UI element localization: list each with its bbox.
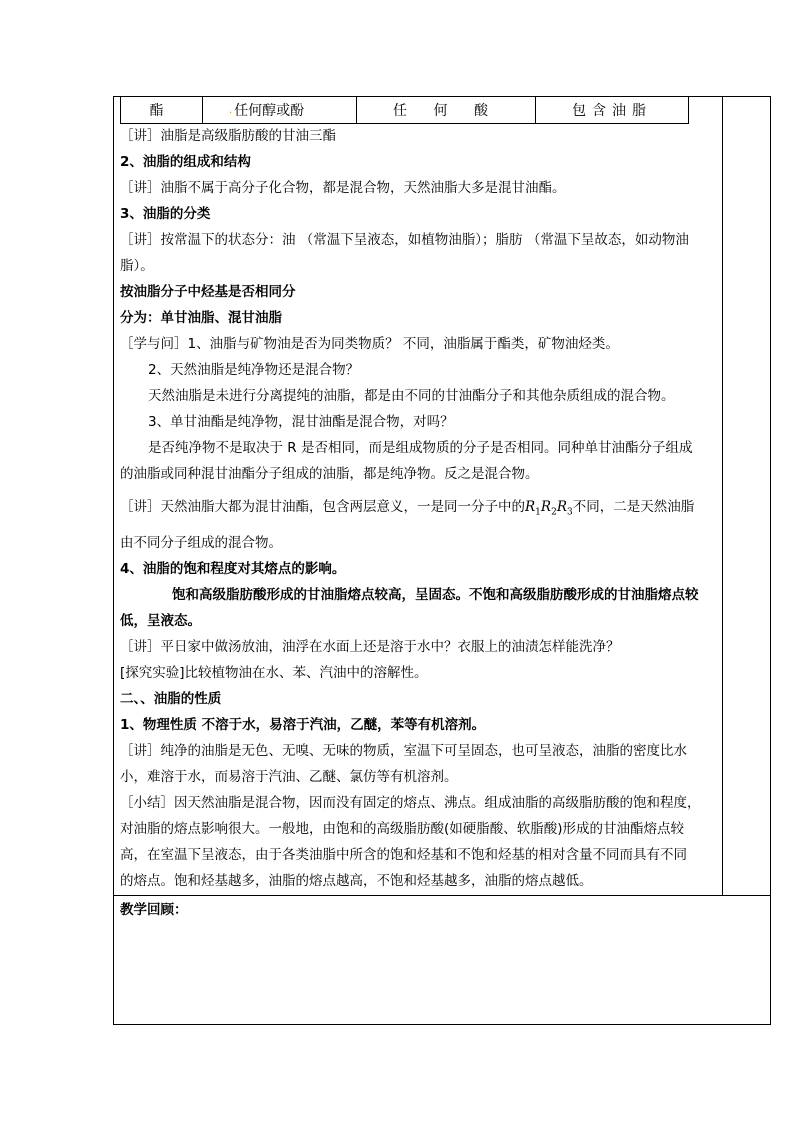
- text-line: 低，呈液态。: [120, 613, 201, 629]
- text-segment: 不同，二是天然油脂: [572, 499, 695, 515]
- text-line: ［小结］因天然油脂是混合物，因而没有固定的熔点、沸点。组成油脂的高级脂肪酸的饱和程度，: [120, 795, 701, 811]
- text-line: 天然油脂是未进行分离提纯的油脂，都是由不同的甘油酯分子和其他杂质组成的混合物。: [148, 388, 675, 404]
- table-cell-includes: 包含油脂: [572, 103, 652, 119]
- text-line: 脂）。: [120, 258, 154, 274]
- text-line-with-formula: [120, 497, 720, 523]
- text-line: ［讲］油脂不属于高分子化合物，都是混合物，天然油脂大多是混甘油酯。: [120, 180, 566, 196]
- section-heading: 4、油脂的饱和程度对其熔点的影响。: [120, 561, 346, 577]
- text-segment: ［讲］天然油脂大都为混甘油酯，包含两层意义，一是同一分子中的: [120, 499, 525, 515]
- text-line: 3、单甘油酯是纯净物，混甘油酯是混合物，对吗？: [148, 414, 454, 430]
- text-line: ［学与问］1、油脂与矿物油是否为同类物质？ 不同，油脂属于酯类，矿物油烃类。: [120, 336, 619, 352]
- section-heading: 分为：单甘油脂、混甘油脂: [120, 310, 282, 326]
- text-line: 高，在室温下呈液态，由于各类油脂中所含的饱和烃基和不饱和烃基的相对含量不同而具有不同: [120, 847, 687, 863]
- table-cell-ester: 酯: [121, 97, 203, 123]
- table-cell-acid: 任 何 酸: [357, 97, 536, 123]
- text-line: ［讲］油脂是高级脂肪酸的甘油三酯: [120, 128, 336, 144]
- text-line: ［讲］按常温下的状态分：油 （常温下呈液态，如植物油脂）；脂肪 （常温下呈故态，如动物油: [120, 232, 689, 248]
- text-line: 是否纯净物不是取决于 R 是否相同，而是组成物质的分子是否相同。同种单甘油酯分子组成: [148, 440, 693, 456]
- section-heading: 3、油脂的分类: [120, 206, 211, 222]
- table-cell-alcohol-text: 任何醇或酚: [234, 103, 305, 119]
- section-heading: 2、油脂的组成和结构: [120, 154, 251, 170]
- text-line: 由不同分子组成的混合物。: [120, 535, 282, 551]
- text-line: 的油脂或同种混甘油酯分子组成的油脂，都是纯净物。反之是混合物。: [120, 466, 539, 482]
- comparison-table-row: [120, 96, 689, 124]
- column-divider: [722, 96, 723, 895]
- text-line: 对油脂的熔点影响很大。一般地，由饱和的高级脂肪酸(如硬脂酸、软脂酸)形成的甘油酯熔点较: [120, 821, 685, 837]
- text-line: 的熔点。饱和烃基越多，油脂的熔点越高，不饱和烃基越多，油脂的熔点越低。: [120, 873, 593, 889]
- text-line: ［讲］纯净的油脂是无色、无嗅、无味的物质，室温下可呈固态，也可呈液态，油脂的密度比水: [120, 743, 687, 759]
- text-line: [探究实验]比较植物油在水、苯、汽油中的溶解性。: [120, 665, 428, 681]
- text-line: ［讲］平日家中做汤放油，油浮在水面上还是溶于水中？衣服上的油渍怎样能洗净？: [120, 639, 620, 655]
- section-divider: [113, 895, 771, 896]
- formula-r1r2r3: $R_1R_2R_3$: [525, 499, 573, 518]
- table-cell-alcohol: . 任何醇或酚: [203, 97, 357, 123]
- text-line: 小，难溶于水，而易溶于汽油、乙醚、氯仿等有机溶剂。: [120, 769, 458, 785]
- section-heading: 按油脂分子中烃基是否相同分: [120, 284, 296, 300]
- text-line: 2、天然油脂是纯净物还是混合物？: [148, 362, 360, 378]
- section-heading: 1、物理性质 不溶于水，易溶于汽油，乙醚，苯等有机溶剂。: [120, 717, 486, 733]
- review-label: 教学回顾：: [120, 902, 188, 918]
- text-line: 饱和高级脂肪酸形成的甘油脂熔点较高，呈固态。不饱和高级脂肪酸形成的甘油脂熔点较: [172, 587, 699, 603]
- section-heading: 二、、油脂的性质: [120, 691, 222, 707]
